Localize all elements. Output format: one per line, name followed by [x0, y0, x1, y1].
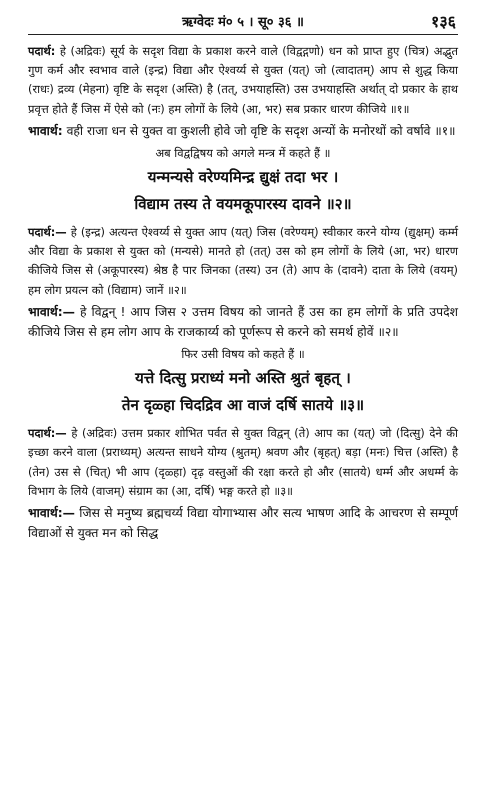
padartha-paragraph-2 [28, 223, 458, 300]
bhavartha-paragraph-1 [28, 121, 458, 141]
padartha-text: हे (अद्रिवः) उत्तम प्रकार शोभित पर्वत से युक्त विद्वन् (ते) आप का (यत्) जो (दित्सु) देने की इच्छा करने वाला (प्रराध्यम्) अत्यन्त साधने योग्य (श्रुतम्) श्रवण और (बृहत्) बड़ा (मनः) चित्त (अस्ति) है (तेन) उस से (चित्) भी आप (दृळ्हा) दृढ़ वस्तुओं की रक्षा करते हो और (सातये) धर्म्म और अधर्म्म के विभाग के लिये (वाजम्) संग्राम का (आ, दर्षि) भङ्ग करते हो ॥३॥ [28, 426, 458, 498]
bhavartha-label: भावार्थ: [28, 123, 63, 138]
padartha-label: पदार्थ:— [28, 426, 67, 441]
section-intro-2: अब विद्वद्विषय को अगले मन्त्र में कहते हैं ॥ [155, 146, 331, 161]
header-rule [28, 34, 458, 35]
mantra-verse-line: तेन दृळ्हा चिदद्रिव आ वाजं दर्षि सातये ॥३॥ [121, 396, 365, 415]
padartha-label: पदार्थ:— [28, 225, 67, 240]
page-number: १३६ [431, 12, 456, 31]
mantra-verse-line: विद्याम तस्य ते वयमकूपारस्य दावने ॥२॥ [134, 195, 352, 214]
bhavartha-label: भावार्थ:— [28, 304, 75, 319]
padartha-text: हे (अद्रिवः) सूर्य के सदृश विद्या के प्रकाश करने वाले (विद्वद्गणो) धन को प्राप्त हुए (चित्र) अद्भुत गुण कर्म और स्वभाव वाले (इन्द्र) विद्या और ऐश्वर्य्य से युक्त (यत्) जो (त्वादातम्) आप से शुद्ध किया (राधः) द्रव्य (मेहना) वृष्टि के सदृश (अस्ति) है (तत्, उभयाहस्ति) उस उभयाहस्ति अर्थात् दो प्रकार के हाथ प्रवृत्त होते हैं जिस में ऐसे को (नः) हम लोगों के लिये (आ, भर) सब प्रकार धारण कीजिये ॥१॥ [28, 44, 458, 116]
bhavartha-text: हे विद्वन् ! आप जिस २ उत्तम विषय को जानते हैं उस का हम लोगों के प्रति उपदेश कीजिये जिस से हम लोग आप के राजकार्य्य को पूर्णरूप से करने को समर्थ होवें ॥२॥ [28, 304, 458, 340]
bhavartha-text: जिस से मनुष्य ब्रह्मचर्य्य विद्या योगाभ्यास और सत्य भाषण आदि के आचरण से सम्पूर्ण विद्याओं से युक्त मन को सिद्ध [28, 506, 458, 541]
bhavartha-label: भावार्थ:— [28, 506, 75, 521]
mantra-verse-line: यत्ते दित्सु प्रराध्यं मनो अस्ति श्रुतं बृहत् । [135, 369, 351, 388]
bhavartha-paragraph-2 [28, 302, 458, 342]
page-header [28, 0, 458, 40]
mantra-verse-line: यन्मन्यसे वरेण्यमिन्द्र द्युक्षं तदा भर । [147, 168, 339, 187]
padartha-text: हे (इन्द्र) अत्यन्त ऐश्वर्य्य से युक्त आप (यत्) जिस (वरेण्यम्) स्वीकार करने योग्य (द्युक्षम्) कर्म्म और विद्या के प्रकाश से युक्त को (मन्यसे) मानते हो (तत्) उस को हम लोगों के लिये (आ, भर) धारण कीजिये जिस से (अकूपारस्य) श्रेष्ठ है पार जिनका (तस्य) उन (ते) आप के (दावने) दाता के लिये (वयम्) हम लोग प्रयत्न को (विद्याम) जानें ॥२॥ [28, 225, 459, 297]
padartha-label: पदार्थ: [28, 44, 56, 58]
section-intro-3: फिर उसी विषय को कहते हैं ॥ [181, 347, 305, 362]
padartha-paragraph-3 [28, 424, 458, 501]
bhavartha-text: वही राजा धन से युक्त वा कुशली होवे जो वृष्टि के सदृश अन्यों के मनोरथों को वर्षावे ॥१॥ [66, 123, 456, 138]
padartha-paragraph-1 [28, 42, 458, 119]
bhavartha-paragraph-3 [28, 503, 458, 543]
running-header-title: ऋग्वेदः मं० ५ । सू० ३६ ॥ [182, 15, 304, 30]
